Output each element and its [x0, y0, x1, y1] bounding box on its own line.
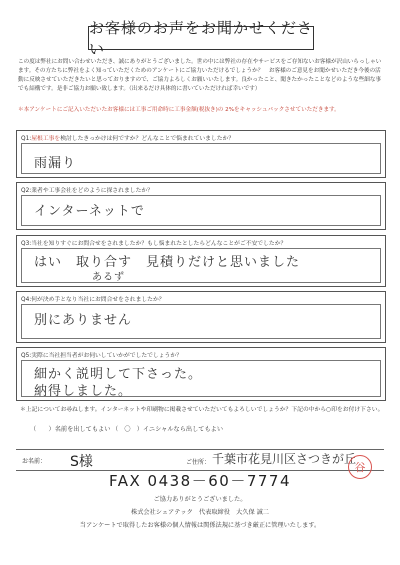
answer-3-line-2: あるず: [92, 272, 125, 283]
question-5-box: [16, 347, 386, 401]
answer-2-area[interactable]: [21, 195, 381, 226]
thanks-text: ご協力ありがとうございました。: [153, 496, 247, 503]
question-3-box: [16, 235, 386, 287]
answer-5: 細かく説明して下さった。: [34, 367, 203, 382]
option-full-name-mark: （ ）: [30, 426, 55, 433]
question-1-highlight: 屋根工事を: [31, 136, 61, 142]
answer-5-line-2: 納得しました。: [34, 384, 133, 399]
option-initials-mark: （ 〇 ）: [112, 426, 143, 433]
answer-1: 雨漏り: [34, 156, 77, 171]
question-4-box: [16, 291, 386, 343]
publication-consent-question: ＊上記についてお尋ねします。インターネットや印刷物に掲載させていただいてもよろしいでしょうか？下記の中から○印をお付け下さい。: [20, 407, 384, 413]
name-address-row: [16, 449, 384, 471]
question-5-text: 実際に当社担当者がお伺いしていかがでしたでしょうか？: [31, 353, 182, 359]
answer-3-area[interactable]: [21, 248, 381, 283]
question-3-label: [21, 238, 286, 247]
question-1-number: Q1:: [21, 136, 32, 142]
option-full-name[interactable]: [30, 424, 110, 433]
privacy-notice: 当アンケートで取得したお客様の個人情報は関係法規に基づき厳正に管理いたします。: [79, 522, 321, 529]
question-2-box: [16, 182, 386, 230]
question-2-text: 業者や工事会社をどのように探されましたか？: [31, 188, 153, 194]
company-name: 株式会社シェアテック 代表取締役 大久保 誠二: [131, 509, 269, 516]
intro-text: この度は弊社にお問い合わせいただき、誠にありがとうございました。世の中には弊社の存在やサービスをご存知ないお客様が沢山いらっしゃいます。その方たちに弊社をよく知っていただくためのアンケートにご協力いただけるでしょうか？ お客様のご意見をお聞かせいただき今後の活動に反映させていただきたいと思っておりますので、ご協力よろしくお願いいたします。良かったこと、聞きたかったことなどのような些細な事でも結構です。是非ご協力お願い致します。（出来るだけ具体的に書いていただければ幸いです）: [18, 59, 382, 92]
survey-title: お客様のお声をお聞かせください: [89, 19, 314, 58]
answer-2: インターネットで: [34, 204, 145, 219]
name-label: お名前：: [22, 458, 47, 465]
question-5-number: Q5:: [21, 353, 32, 359]
answer-1-area[interactable]: [21, 143, 381, 174]
answer-3: はい 取り合す 見積りだけと思いました: [34, 255, 301, 270]
question-1-box: [16, 130, 386, 178]
question-4-text: 何が決め手となり当社にお問合せをされましたか？: [31, 297, 165, 303]
question-2-label: [21, 185, 153, 194]
hanko-stamp: 谷: [348, 455, 372, 479]
question-3-text: 当社を知りすぐにお問合せをされましたか？もし悩まれたとしたらどんなことがご不安でしたか？: [31, 241, 287, 247]
answer-4-area[interactable]: [21, 304, 381, 339]
answer-5-area[interactable]: [21, 360, 381, 397]
fax-number: FAX 0438－60－7774: [109, 472, 291, 490]
option-initials-label: イニシャルなら出してもよい: [142, 426, 224, 433]
question-5-label: [21, 350, 182, 359]
question-4-number: Q4:: [21, 297, 32, 303]
answer-4: 別にありません: [34, 313, 133, 328]
question-1-text: 検討したきっかけは何ですか？どんなことで悩まれていましたか？: [60, 136, 235, 142]
address-label: ご住所：: [186, 459, 211, 466]
question-3-number: Q3:: [21, 241, 32, 247]
name-value[interactable]: S様: [70, 454, 93, 470]
question-1-label: [21, 133, 234, 142]
question-4-label: [21, 294, 165, 303]
address-value[interactable]: 千葉市花見川区さつきが丘: [212, 452, 357, 466]
cashback-note: ＊本アンケートにご記入いただいたお客様には工事ご用命時に工事金額(税抜き)の 2%をキャッシュバックさせていただきます。: [18, 107, 340, 113]
option-full-name-label: 名前を出してもよい: [54, 426, 111, 433]
question-2-number: Q2:: [21, 188, 32, 194]
option-initials[interactable]: [112, 424, 223, 433]
